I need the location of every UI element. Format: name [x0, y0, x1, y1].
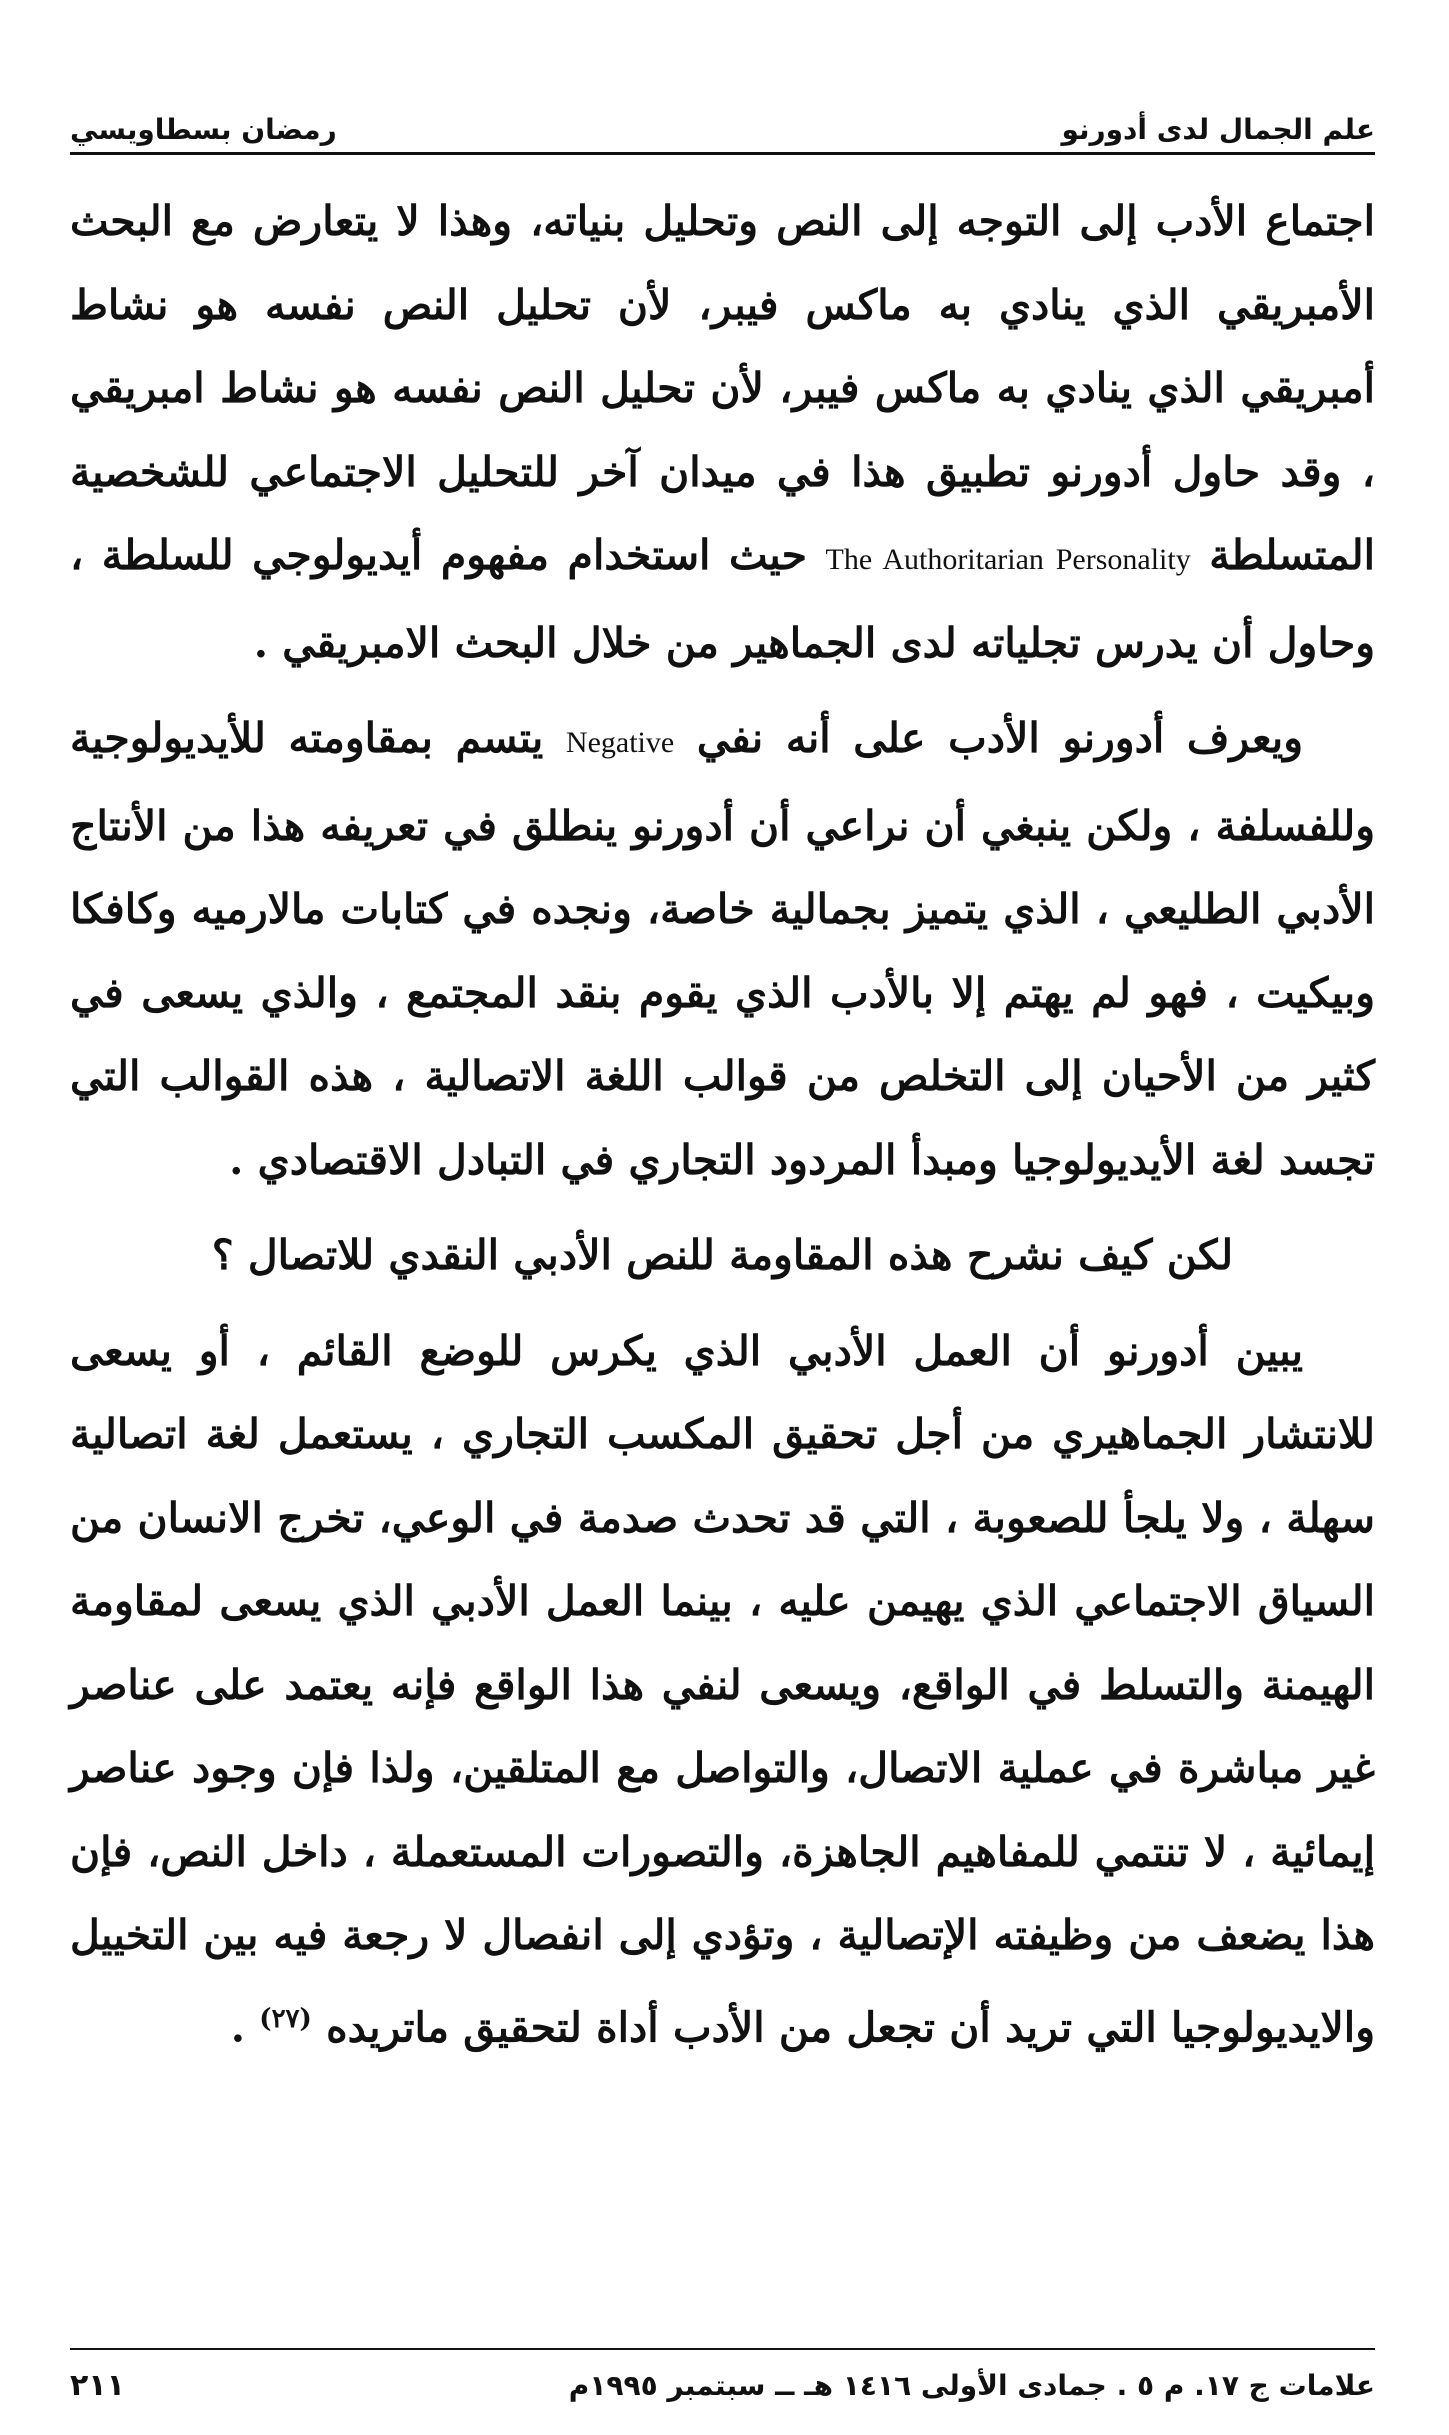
- paragraph-4: [70, 1310, 1375, 2070]
- header-book-title: علم الجمال لدى أدورنو: [1061, 113, 1375, 146]
- paragraph-3-text: لكن كيف نشرح هذه المقاومة للنص الأدبي النقدي للاتصال ؟: [211, 1231, 1234, 1279]
- paragraph-1-latin-term: The Authoritarian Personality: [825, 543, 1191, 576]
- paragraph-1-text-b: حيث استخدام مفهوم أيديولوجي للسلطة ، وحاول أن يدرس تجلياته لدى الجماهير من خلال البحث الامبريقي .: [70, 531, 1375, 667]
- running-footer: [70, 2360, 1375, 2410]
- footer-divider: [70, 2348, 1375, 2350]
- paragraph-2-text-a: ويعرف أدورنو الأدب على أنه نفي: [696, 714, 1303, 762]
- page-number: ٢١١: [70, 2367, 125, 2403]
- paragraph-1: [70, 180, 1375, 685]
- running-header: [70, 96, 1375, 146]
- paragraph-4-end: .: [230, 2003, 245, 2052]
- paragraph-4-text: يبين أدورنو أن العمل الأدبي الذي يكرس للوضع القائم ، أو يسعى للانتشار الجماهيري من أجل تحقيق المكسب التجاري ، يستعمل لغة اتصالية سهلة ، ولا يلجأ للصعوبة ، التي قد تحدث صدمة في الوعي، تخرج الانسان من السياق الاجتماعي الذي يهيمن عليه ، بينما العمل الأدبي الذي يسعى لمقاومة الهيمنة والتسلط في الواقع، ويسعى لنفي هذا الواقع فإنه يعتمد على عناصر غير مباشرة في عملية الاتصال، والتواصل مع المتلقين، ولذا فإن وجود عناصر إيمائية ، لا تنتمي للمفاهيم الجاهزة، والتصورات المستعملة ، داخل النص، فإن هذا يضعف من وظيفته الإتصالية ، وتؤدي إلى انفصال لا رجعة فيه بين التخييل والايديولوجيا التي تريد أن تجعل من الأدب أداة لتحقيق ماتريده: [70, 1326, 1375, 2052]
- header-author: رمضان بسطاويسي: [70, 113, 337, 146]
- paragraph-2-latin-term: Negative: [565, 726, 675, 759]
- body-text: [70, 180, 1375, 2070]
- paragraph-3: [70, 1214, 1375, 1298]
- header-divider: [70, 152, 1375, 155]
- paragraph-2: [70, 697, 1375, 1202]
- footnote-reference[interactable]: (٢٧): [259, 2003, 312, 2034]
- footer-citation: علامات ج ١٧. م ٥ . جمادى الأولى ١٤١٦ هـ ــ سبتمبر ١٩٩٥م: [568, 2368, 1375, 2402]
- paragraph-1-text-a: اجتماع الأدب إلى التوجه إلى النص وتحليل بنياته، وهذا لا يتعارض مع البحث الأمبريقي الذي ينادي به ماكس فيبر، لأن تحليل النص نفسه هو نشاط أمبريقي الذي ينادي به ماكس فيبر، لأن تحليل النص نفسه هو نشاط امبريقي ، وقد حاول أدورنو تطبيق هذا في ميدان آخر للتحليل الاجتماعي للشخصية المتسلطة: [70, 197, 1375, 579]
- paragraph-2-text-b: يتسم بمقاومته للأيديولوجية وللفسلفة ، ولكن ينبغي أن نراعي أن أدورنو ينطلق في تعريفه هذا من الأنتاج الأدبي الطليعي ، الذي يتميز بجمالية خاصة، ونجده في كتابات مالارميه وكافكا وبيكيت ، فهو لم يهتم إلا بالأدب الذي يقوم بنقد المجتمع ، والذي يسعى في كثير من الأحيان إلى التخلص من قوالب اللغة الاتصالية ، هذه القوالب التي تجسد لغة الأيديولوجيا ومبدأ المردود التجاري في التبادل الاقتصادي .: [70, 714, 1375, 1184]
